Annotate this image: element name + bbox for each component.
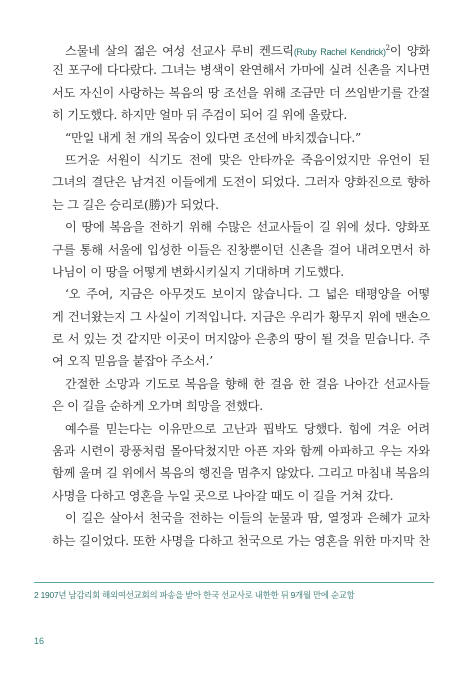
text-line: 그녀의 결단은 남겨진 이들에게 도전이 되었다. 그러자 양화진으로 향하 — [52, 175, 430, 190]
text-line: 여 오직 믿음을 붙잡아 주소서.’ — [52, 354, 213, 369]
text-line: 함께 울며 길 위에서 복음의 행진을 멈추지 않았다. 그리고 마침내 복음의 — [52, 466, 430, 481]
text-line: 뜨거운 서원이 식기도 전에 맞은 안타까운 죽음이었지만 유언이 된 — [65, 152, 430, 167]
text-line: 이 땅에 복음을 전하기 위해 수많은 선교사들이 길 위에 섰다. 양화포 — [65, 220, 430, 235]
name-annotation: (Ruby Rachel Kendrick) — [293, 47, 386, 58]
text-line: 구를 통해 서울에 입성한 이들은 진창뿐이던 신촌을 걸어 내려오면서 하 — [52, 242, 430, 257]
text-fragment: 스물네 살의 젊은 여성 선교사 루비 켄드릭 — [65, 44, 294, 59]
text-line: 사명을 다하고 영혼을 누일 곳으로 나아갈 때도 이 길을 거쳐 갔다. — [52, 488, 394, 503]
text-line: 게 건너왔는지 그 사실이 기적입니다. 지금은 우리가 황무지 위에 맨손으 — [52, 309, 430, 324]
text-line: 간절한 소망과 기도로 복음을 향해 한 걸음 한 걸음 나아간 선교사들 — [65, 376, 430, 391]
text-line: “만일 내게 천 개의 목숨이 있다면 조선에 바치겠습니다.” — [65, 130, 362, 145]
text-line: 하는 길이었다. 또한 사명을 다하고 천국으로 가는 영혼을 위한 마지막 찬 — [52, 533, 430, 548]
text-line — [52, 37, 430, 59]
text-fragment: 이 양화 — [389, 44, 430, 59]
text-line: ‘오 주여, 지금은 아무것도 보이지 않습니다. 그 넓은 태평양을 어떻 — [65, 287, 430, 302]
footnote-divider — [34, 582, 434, 583]
body-text — [52, 37, 430, 552]
text-line: 히 기도했다. 하지만 얼마 뒤 주검이 되어 길 위에 올랐다. — [52, 108, 348, 123]
text-line: 이 길은 살아서 천국을 전하는 이들의 눈물과 땀, 열정과 은혜가 교차 — [65, 511, 430, 526]
footnote-marker: 2 — [385, 44, 390, 52]
text-line: 로 서 있는 것 같지만 이곳이 머지않아 은총의 땅이 될 것을 믿습니다. 주 — [52, 332, 430, 347]
footnote: 2 1907년 남감리회 해외여선교회의 파송을 받아 한국 선교사로 내한한 뒤 9개월 만에 순교함 — [34, 590, 355, 600]
text-line: 은 이 길을 순하게 오가며 희망을 전했다. — [52, 399, 263, 414]
page-number: 16 — [34, 636, 45, 646]
text-line: 서도 자신이 사랑하는 복음의 땅 조선을 위해 조금만 더 쓰임받기를 간절 — [52, 85, 430, 100]
text-line: 예수를 믿는다는 이유만으로 고난과 핍박도 당했다. 힘에 겨운 어려 — [65, 421, 430, 436]
text-line: 는 그 길은 승리로(勝)가 되었다. — [52, 197, 219, 212]
text-line: 나님이 이 땅을 어떻게 변화시키실지 기대하며 기도했다. — [52, 264, 344, 279]
text-line: 움과 시련이 광풍처럼 몰아닥쳤지만 아픈 자와 함께 아파하고 우는 자와 — [52, 444, 430, 459]
text-line: 진 포구에 다다랐다. 그녀는 병색이 완연해서 가마에 실려 신촌을 지나면 — [52, 63, 430, 78]
